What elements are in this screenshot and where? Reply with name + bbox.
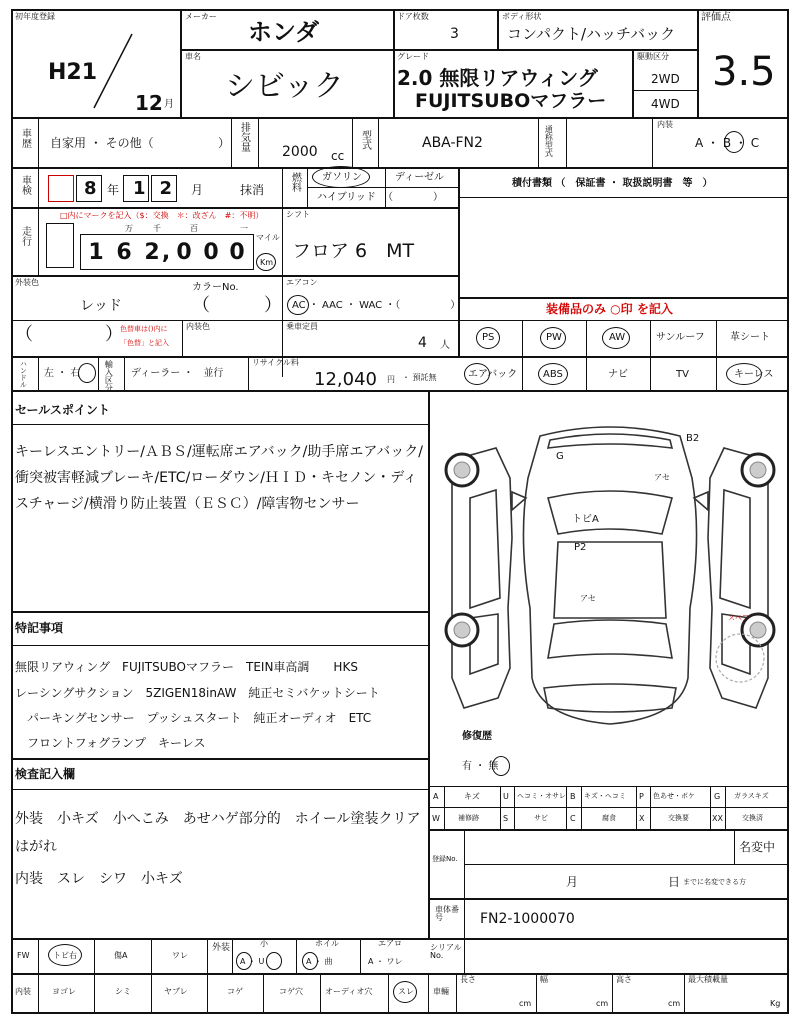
reg-month-unit: 月 [566,875,579,889]
int-cell-4: コゲ [227,987,243,996]
legend-u-text: ヘコミ・オサレ [517,792,566,800]
insp-month-unit: 月 [191,183,204,197]
mileage-digit-5: 0 [203,240,219,265]
color-no-label: カラーNo. [192,282,239,293]
first-reg-month: 12 [135,91,163,115]
mileage-digit-6: 0 [229,240,245,265]
legend-xx-code: XX [712,814,723,823]
legend-s-code: S [503,814,509,823]
equip-aw: AW [609,332,626,343]
interior-label: 内装 [657,120,673,129]
legend-u-code: U [503,792,509,801]
model-label: 車名 [185,52,201,61]
ext-small-label: 外装 [212,943,231,953]
int-cell-2: シミ [115,987,131,996]
fuel-gas-circle [312,166,370,188]
reg-no-label: 登録No. [432,855,458,863]
first-reg-label: 初年度登録 [15,12,55,21]
small-label: 小 [260,939,268,948]
legend-b-code: B [570,792,576,801]
recycle-deposited: ・ 預託無 [402,373,437,382]
legend-c-text: 腐食 [602,814,616,822]
fuel-label: 燃料 [289,172,301,192]
small-a-circle [236,952,252,970]
chassis-value: FN2-1000070 [480,911,575,927]
insp-month: 12 [133,178,187,199]
handle-options: 左 ・ 右 [44,368,81,379]
insp-deleted: 抹消 [240,183,265,197]
legend-p-text: 色あせ・ボケ [653,792,695,800]
fuel-gas: ガソリン [322,172,362,183]
special-title: 特記事項 [15,621,64,635]
equip-keyless: キーレス [734,369,774,380]
mileage-mark-box [46,223,74,268]
repaint-note-2: 「色替」と記入 [120,339,169,347]
equip-sunroof: サンルーフ [656,332,705,343]
body-label: ボディ形状 [502,12,542,21]
maker-label: メーカー [185,12,217,21]
import-label: 輸入区分 [104,360,114,392]
displacement-value: 2000 [282,144,318,160]
interior-b-circle [724,131,744,153]
ext-color-value: レッド [80,298,122,314]
body-value: コンパクト/ハッチバック [507,25,676,43]
km-label: Km [260,258,274,267]
displacement-label: 排気量 [238,122,250,152]
equip-pw-circle [540,327,566,349]
repaint-note-1: 色替車は()内に [120,325,168,333]
fw-cell-1-circle [48,944,82,966]
history-label: 車歴 [19,128,31,148]
unit-hundred: 百 [190,224,198,233]
legend-g-text: ガラスキズ [734,792,769,800]
mileage-digit-4: 0 [176,240,192,265]
special-line-2: レーシングサクション 5ZIGEN18inAW 純正セミバケットシート [15,686,380,700]
legend-p-code: P [639,792,644,801]
length-unit: cm [519,999,532,1008]
small-u-circle [266,952,282,970]
unit-thousand: 千 [153,224,161,233]
equip-airbag: エアバック [468,369,518,380]
equip-abs: ABS [543,369,563,380]
sales-points-title: セールスポイント [15,403,110,417]
repair-none-circle [492,756,510,776]
grade-line2: FUJITSUBOマフラー [415,90,607,112]
mileage-note: □内にマークを記入（$：交換 ＊：改ざん #：不明） [60,211,264,220]
mileage-comma: , [161,240,171,265]
equipment-grid [458,320,789,390]
inspection-text-1: 外装 小キズ 小へこみ あせハゲ部分的 ホイール塗装クリアはがれ [15,811,421,855]
doors-label: ドア枚数 [397,12,429,21]
fw-cell-1: トビ右 [53,951,77,960]
damage-g: G [556,451,564,462]
model-name: シビック [225,69,344,104]
score-label: 評価点 [701,12,731,23]
legend-a-code: A [433,792,439,801]
aircon-options: AC ・ AAC ・ WAC ・（ ） [292,300,461,311]
max-load-label: 最大積載量 [688,975,728,984]
first-reg-month-unit: 月 [164,99,174,110]
drive-label: 駆動区分 [637,52,669,61]
equip-navi: ナビ [608,369,628,380]
serial-label: シリアルNo. [430,943,462,961]
width-unit: cm [596,999,609,1008]
insp-year-unit: 年 [107,183,120,197]
doors-value: 3 [450,26,459,42]
width-label: 幅 [540,975,548,984]
equip-ps-circle [476,327,500,349]
int-color-label: 内装色 [186,322,210,331]
grade-label: グレード [397,52,429,61]
equip-pw: PW [546,332,562,343]
car-diagram [440,418,780,728]
handle-right-circle [78,363,96,383]
grade-line1: 2.0 無限リアウィング [397,66,598,90]
chassis-label: 車体番号 [435,905,459,922]
repair-label: 修復歴 [462,731,492,742]
color-no-paren: （ ） [192,295,282,316]
aircon-ac-circle [287,295,309,315]
trans-type-label: 通称型式 [544,125,554,157]
small-options: A ・ U [240,957,265,966]
equip-keyless-circle [726,363,762,385]
special-line-4: フロントフォグランプ キーレス [15,736,206,750]
recycle-value: 12,040 [314,369,377,390]
mileage-digit-1: 1 [88,240,104,265]
aircon-label: エアコン [286,278,318,287]
recycle-unit: 円 [387,375,395,384]
name-change-label: 名変中 [739,840,776,854]
fw-cell-3: ワレ [172,951,188,960]
insp-year: 8 [84,178,97,199]
interior-grades: A ・ B ・ C [695,136,760,150]
equip-abs-circle [538,363,568,385]
special-line-1: 無限リアウィング FUJITSUBOマフラー TEIN車高調 HKS [15,660,358,674]
drive-4wd: 4WD [651,97,680,111]
recycle-label: リサイクル料 [252,358,299,367]
repair-options: 有 ・ 無 [462,761,499,772]
equip-tv: TV [676,369,689,380]
mileage-digit-2: 6 [116,240,132,265]
first-reg-year: H21 [48,60,98,85]
reg-day-unit: 日 [668,875,681,889]
equip-leather: 革シート [730,332,770,343]
damage-ase-1: アセ [654,473,670,482]
damage-b2: B2 [686,433,700,444]
equip-airbag-circle [464,363,490,385]
capacity-unit: 人 [440,340,450,351]
sales-points-text: キーレスエントリー/ＡＢＳ/運転席エアバック/助手席エアバック/衝突被害軽減ブレーキ/ETC/ローダウン/ＨＩＤ・キセノン・ディスチャージ/横滑り防止装置（ＥＳＣ）/障害物センサー [15,444,423,512]
unit-one: 一 [240,224,248,233]
score-value: 3.5 [712,49,776,95]
dims-label: 車輛 [433,987,449,996]
displacement-unit: cc [331,149,345,163]
max-load-unit: Kg [770,999,781,1008]
fuel-hybrid: ハイブリッド [317,192,376,203]
insp-box-1 [48,175,74,202]
inspection-label: 車検 [19,175,31,195]
equip-aw-circle [602,327,630,349]
capacity-label: 乗車定員 [286,322,318,331]
km-circle [256,253,276,271]
type-label: 型式 [359,130,371,150]
legend-s-text: サビ [534,814,548,822]
mileage-digits [80,240,254,270]
inspection-text-2: 内装 スレ シワ 小キズ [15,871,183,887]
legend-b-text: キズ・ヘコミ [584,792,626,800]
mileage-digit-3: 2 [144,240,160,265]
int-cell-1: ヨゴレ [52,987,76,996]
wheel-label: ホイル [315,939,339,948]
history-close: ） [218,136,231,150]
int-cell-6: オーディオ穴 [325,987,373,996]
legend-c-code: C [570,814,576,823]
wheel-options: A ・ 曲 [306,957,333,966]
equip-header: 装備品のみ ○印 を記入 [546,302,673,316]
int-cell-3: ヤブレ [164,987,188,996]
legend-x-code: X [639,814,645,823]
handle-label: ハンドル [19,360,28,388]
drive-2wd: 2WD [651,72,680,86]
legend-w-code: W [432,814,440,823]
fw-label: FW [17,951,30,960]
aero-options: A ・ ワレ [368,957,403,966]
damage-p2: P2 [574,542,587,553]
int-label: 内装 [15,987,31,996]
length-label: 長さ [460,975,476,984]
equip-ps: PS [482,332,495,343]
special-line-3: パーキングセンサー プッシュスタート 純正オーディオ ETC [15,711,372,725]
damage-tobi-a: トビA [572,514,599,525]
damage-legend [428,786,789,830]
shift-label: シフト [286,210,310,219]
mile-label: マイル [256,233,280,242]
int-cell-7-circle [393,981,417,1003]
fuel-other: （ ） [383,192,443,203]
ext-color-label: 外装色 [15,278,39,287]
int-cell-5: コゲ穴 [279,987,303,996]
docs-label: 積付書類 （ 保証書 ・ 取扱説明書 等 ） [512,178,713,189]
legend-a-text: キズ [464,792,480,801]
legend-xx-text: 交換済 [742,814,763,822]
import-options: ディーラー ・ 並行 [131,368,224,379]
mileage-label: 走行 [19,226,31,246]
capacity-value: 4 [418,335,427,351]
fw-cell-2: 傷A [114,951,128,960]
type-code: ABA-FN2 [422,135,483,151]
spare-label: スペア [728,614,749,622]
shift-value: フロア 6 MT [292,240,415,262]
int-cell-7: スレ [398,987,414,996]
legend-w-text: 補修跡 [458,814,479,822]
aero-label: エアロ [378,939,402,948]
height-unit: cm [668,999,681,1008]
fuel-diesel: ディーゼル [395,172,444,183]
reg-deadline: までに名変できる方 [683,878,746,886]
maker-name: ホンダ [248,18,320,46]
repaint-paren: （ ） [15,324,123,345]
height-label: 高さ [616,975,632,984]
legend-g-code: G [714,792,721,801]
inspection-title: 検査記入欄 [15,767,76,781]
unit-10k: 万 [125,224,133,233]
wheel-a-circle [302,952,318,970]
damage-ase-2: アセ [580,594,596,603]
history-text: 自家用 ・ その他（ [50,136,154,150]
legend-x-text: 交換要 [668,814,689,822]
